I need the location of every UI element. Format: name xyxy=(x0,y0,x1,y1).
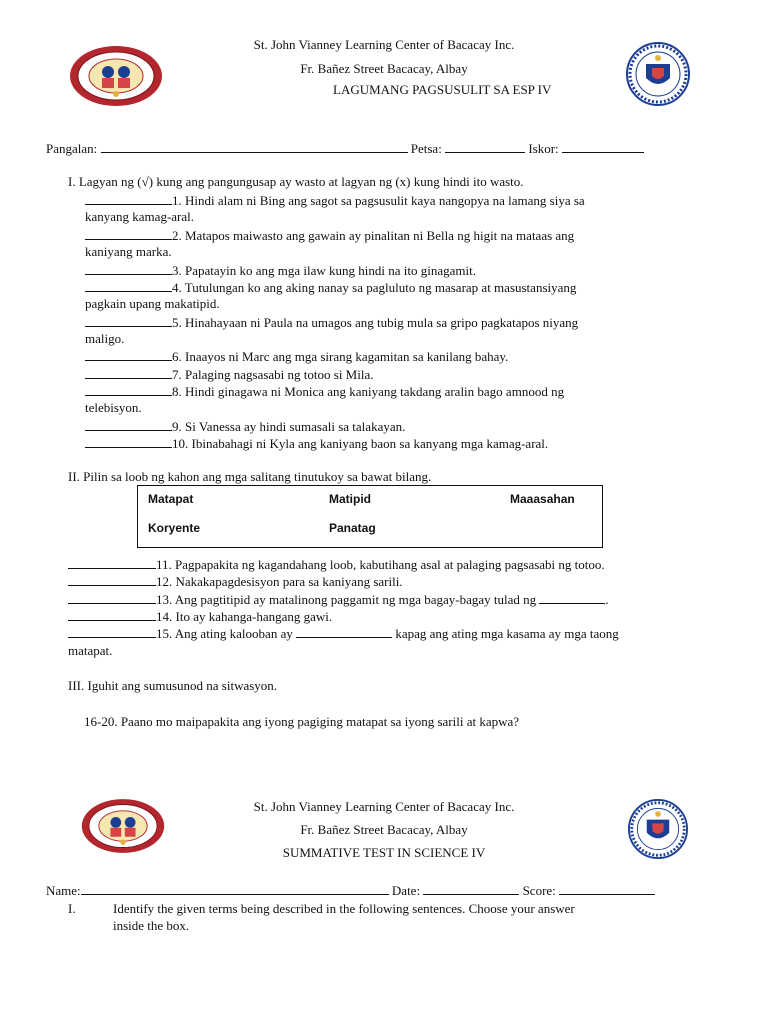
choice-word: Koryente xyxy=(148,521,201,535)
part3-heading: III. Iguhit ang sumusunod na sitwasyon. xyxy=(68,678,278,693)
name-label: Pangalan: xyxy=(46,141,101,156)
part3-question: 16-20. Paano mo maipapakita ang iyong pagiging matapat sa iyong sarili at kapwa? xyxy=(84,714,520,729)
answer-blank[interactable] xyxy=(68,556,156,569)
school-address: Fr. Bañez Street Bacacay, Albay xyxy=(300,822,468,837)
date-blank[interactable] xyxy=(445,140,525,153)
info-line xyxy=(46,882,655,899)
name-blank[interactable] xyxy=(81,882,389,895)
score-label: Iskor: xyxy=(525,141,562,156)
test-title: SUMMATIVE TEST IN SCIENCE IV xyxy=(282,845,486,860)
answer-blank[interactable] xyxy=(85,314,172,327)
list-item: 4. Tutulungan ko ang aking nanay sa pagluluto ng masarap at masustansiyang xyxy=(85,279,576,296)
answer-blank[interactable] xyxy=(85,418,172,431)
answer-blank[interactable] xyxy=(68,608,156,621)
date-label: Date: xyxy=(388,883,424,898)
school-name: St. John Vianney Learning Center of Bacacay Inc. xyxy=(253,37,515,52)
part1-instructions-continued: inside the box. xyxy=(113,918,190,933)
list-item: 3. Papatayin ko ang mga ilaw kung hindi na ito ginagamit. xyxy=(85,262,476,279)
answer-blank[interactable] xyxy=(68,573,156,586)
list-item-continued: kaniyang marka. xyxy=(85,244,172,259)
answer-blank[interactable] xyxy=(85,192,172,205)
choice-word: Matipid xyxy=(329,492,371,506)
score-blank[interactable] xyxy=(559,882,655,895)
list-item: 1. Hindi alam ni Bing ang sagot sa pagsusulit kaya nangopya na lamang siya sa xyxy=(85,192,585,209)
test-title: LAGUMANG PAGSUSULIT SA ESP IV xyxy=(333,82,552,97)
list-item: 13. Ang pagtitipid ay matalinong paggamit ng mga bagay-bagay tulad ng . xyxy=(68,591,609,608)
info-line xyxy=(46,140,644,157)
list-item: 10. Ibinabahagi ni Kyla ang kaniyang baon sa kanyang mga kamag-aral. xyxy=(85,435,548,452)
score-label: Score: xyxy=(519,883,560,898)
part2-heading: II. Pilin sa loob ng kahon ang mga salitang tinutukoy sa bawat bilang. xyxy=(68,469,432,484)
list-item-continued: pagkain upang makatipid. xyxy=(85,296,220,311)
answer-blank[interactable] xyxy=(85,348,172,361)
list-item: 7. Palaging nagsasabi ng totoo si Mila. xyxy=(85,366,373,383)
name-label: Name: xyxy=(46,883,81,898)
part1-instructions: Identify the given terms being described in the following sentences. Choose your answer xyxy=(113,901,575,916)
answer-blank[interactable] xyxy=(68,625,156,638)
choice-word: Maaasahan xyxy=(510,492,575,506)
fill-in-blank[interactable] xyxy=(539,591,605,604)
school-name: St. John Vianney Learning Center of Bacacay Inc. xyxy=(253,799,515,814)
list-item-continued: telebisyon. xyxy=(85,400,142,415)
answer-blank[interactable] xyxy=(68,591,156,604)
name-blank[interactable] xyxy=(101,140,408,153)
list-item: 8. Hindi ginagawa ni Monica ang kaniyang takdang aralin bago amnood ng xyxy=(85,383,564,400)
list-item-continued: matapat. xyxy=(68,643,113,658)
list-item: 15. Ang ating kalooban ay kapag ang ating mga kasama ay mga taong xyxy=(68,625,619,642)
answer-blank[interactable] xyxy=(85,262,172,275)
list-item: 2. Matapos maiwasto ang gawain ay pinalitan ni Bella ng higit na mataas ang xyxy=(85,227,574,244)
answer-blank[interactable] xyxy=(85,383,172,396)
school-address: Fr. Bañez Street Bacacay, Albay xyxy=(300,61,468,76)
list-item: 6. Inaayos ni Marc ang mga sirang kagamitan sa kanilang bahay. xyxy=(85,348,508,365)
answer-blank[interactable] xyxy=(85,279,172,292)
fill-in-blank[interactable] xyxy=(296,625,392,638)
choice-word: Panatag xyxy=(329,521,376,535)
list-item-continued: maligo. xyxy=(85,331,125,346)
list-item: 12. Nakakapagdesisyon para sa kaniyang sarili. xyxy=(68,573,403,590)
date-label: Petsa: xyxy=(407,141,446,156)
list-item: 9. Si Vanessa ay hindi sumasali sa talakayan. xyxy=(85,418,405,435)
score-blank[interactable] xyxy=(562,140,644,153)
list-item: 14. Ito ay kahanga-hangang gawi. xyxy=(68,608,332,625)
choice-word: Matapat xyxy=(148,492,194,506)
answer-blank[interactable] xyxy=(85,366,172,379)
answer-blank[interactable] xyxy=(85,435,172,448)
part1-heading: I. Lagyan ng (√) kung ang pangungusap ay wasto at lagyan ng (x) kung hindi ito wasto. xyxy=(68,174,524,189)
list-item: 5. Hinahayaan ni Paula na umagos ang tubig mula sa gripo pagkatapos niyang xyxy=(85,314,578,331)
list-item: 11. Pagpapakita ng kagandahang loob, kabutihang asal at palaging pagsasabi ng totoo. xyxy=(68,556,605,573)
date-blank[interactable] xyxy=(423,882,519,895)
answer-blank[interactable] xyxy=(85,227,172,240)
part1-number: I. xyxy=(68,901,76,916)
list-item-continued: kanyang kamag-aral. xyxy=(85,209,195,224)
